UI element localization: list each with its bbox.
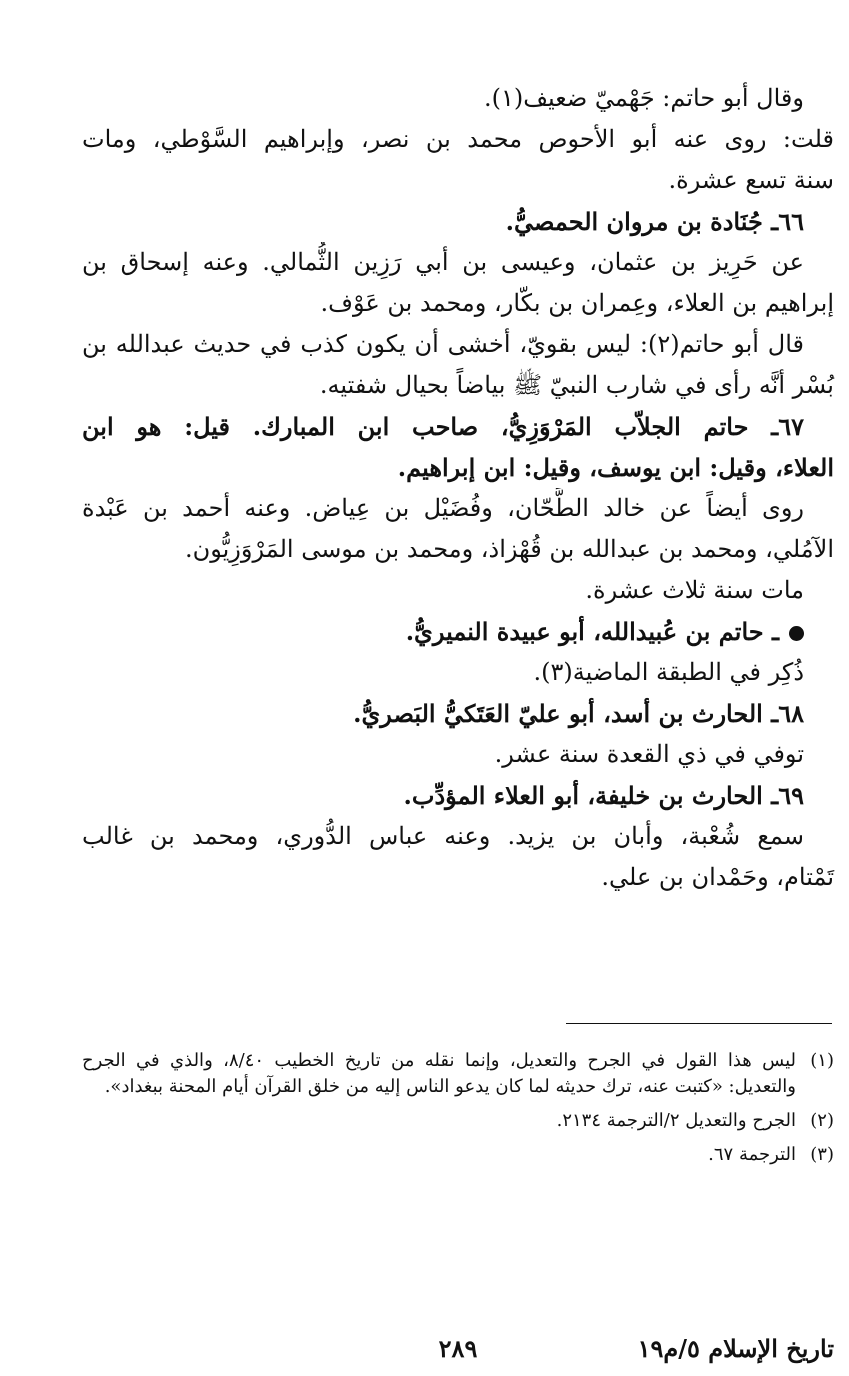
entry-heading-line xyxy=(82,693,834,734)
footnote-separator xyxy=(566,1023,832,1024)
footnote xyxy=(82,1142,834,1168)
line-text: الآمُلي، ومحمد بن عبدالله بن قُهْزاذ، ومحمد بن موسى المَرْوَزِيُّون. xyxy=(184,535,834,563)
footnote xyxy=(82,1108,834,1134)
line-text: ٦٨ـ الحارث بن أسد، أبو عليّ العَتَكيُّ البَصريُّ. xyxy=(353,699,804,728)
line-text: العلاء، وقيل: ابن يوسف، وقيل: ابن إبراهيم. xyxy=(397,453,834,482)
line-text: توفي في ذي القعدة سنة عشر. xyxy=(494,740,804,768)
footnote-number: (٢) xyxy=(810,1110,834,1131)
line-text: ذُكِر في الطبقة الماضية(٣). xyxy=(533,658,804,686)
body-text-line xyxy=(82,570,834,611)
body-text-line xyxy=(82,283,834,324)
entry-heading-line xyxy=(82,447,834,488)
line-text: تَمْتام، وحَمْدان بن علي. xyxy=(601,863,834,891)
body-text-line xyxy=(82,488,834,529)
line-text: ٦٧ـ حاتم الجلاّب المَرْوَزِيُّ، صاحب ابن المبارك. قيل: هو ابن xyxy=(82,412,804,441)
footnotes xyxy=(82,1048,834,1176)
line-text: سنة تسع عشرة. xyxy=(668,166,834,194)
body-text-line xyxy=(82,119,834,160)
line-text: قلت: روى عنه أبو الأحوص محمد بن نصر، وإبراهيم السَّوْطي، ومات xyxy=(82,125,834,153)
body-text-line xyxy=(82,857,834,898)
book-signature: تاريخ الإسلام ٥/م١٩ xyxy=(637,1334,834,1363)
body-text-line xyxy=(82,160,834,201)
page-footer xyxy=(82,1334,834,1374)
entry-heading-line xyxy=(82,775,834,816)
entry-heading-line xyxy=(82,406,834,447)
footnote xyxy=(82,1048,834,1100)
line-text: ـ حاتم بن عُبيدالله، أبو عبيدة النميريُّ. xyxy=(405,617,779,646)
page-number: ٢٨٩ xyxy=(438,1334,478,1363)
entry-heading-line xyxy=(82,201,834,242)
footnote-text: ليس هذا القول في الجرح والتعديل، وإنما نقله من تاريخ الخطيب ٨/٤٠، والذي في الجرح والتعديل: «كتبت عنه، ترك حديثه لما كان يدعو الناس إليه من خلق القرآن أيام المحنة ببغداد». xyxy=(82,1050,797,1097)
body-text-line xyxy=(82,78,834,119)
body-text-line xyxy=(82,242,834,283)
main-text xyxy=(82,78,834,898)
footnote-text: الجرح والتعديل ٢/الترجمة ٢١٣٤. xyxy=(556,1110,796,1131)
line-text: قال أبو حاتم(٢): ليس بقويّ، أخشى أن يكون كذب في حديث عبدالله بن xyxy=(82,330,805,358)
line-text: عن حَرِيز بن عثمان، وعيسى بن أبي رَزِين الثُّمالي. وعنه إسحاق بن xyxy=(82,248,804,276)
line-text: سمع شُعْبة، وأبان بن يزيد. وعنه عباس الدُّوري، ومحمد بن غالب xyxy=(82,822,804,850)
body-text-line xyxy=(82,816,834,857)
line-text: بُسْر أنَّه رأى في شارب النبيّ ﷺ بياضاً بحيال شفتيه. xyxy=(319,371,834,399)
footnote-text: الترجمة ٦٧. xyxy=(708,1144,796,1165)
body-text-line xyxy=(82,652,834,693)
line-text: روى أيضاً عن خالد الطَّحّان، وفُضَيْل بن عِياض. وعنه أحمد بن عَبْدة xyxy=(82,494,804,522)
bullet-icon xyxy=(789,626,804,641)
body-text-line xyxy=(82,734,834,775)
body-text-line xyxy=(82,365,834,406)
line-text: ٦٦ـ جُنَادة بن مروان الحمصيُّ. xyxy=(505,207,804,236)
body-text-line xyxy=(82,324,834,365)
line-text: مات سنة ثلاث عشرة. xyxy=(585,576,804,604)
footnote-number: (١) xyxy=(810,1050,834,1071)
footnote-number: (٣) xyxy=(810,1144,834,1165)
line-text: ٦٩ـ الحارث بن خليفة، أبو العلاء المؤدِّب. xyxy=(403,781,804,810)
body-text-line xyxy=(82,529,834,570)
entry-heading-line xyxy=(82,611,834,652)
line-text: وقال أبو حاتم: جَهْميّ ضعيف(١). xyxy=(483,84,804,112)
line-text: إبراهيم بن العلاء، وعِمران بن بكّار، ومحمد بن عَوْف. xyxy=(320,289,834,317)
